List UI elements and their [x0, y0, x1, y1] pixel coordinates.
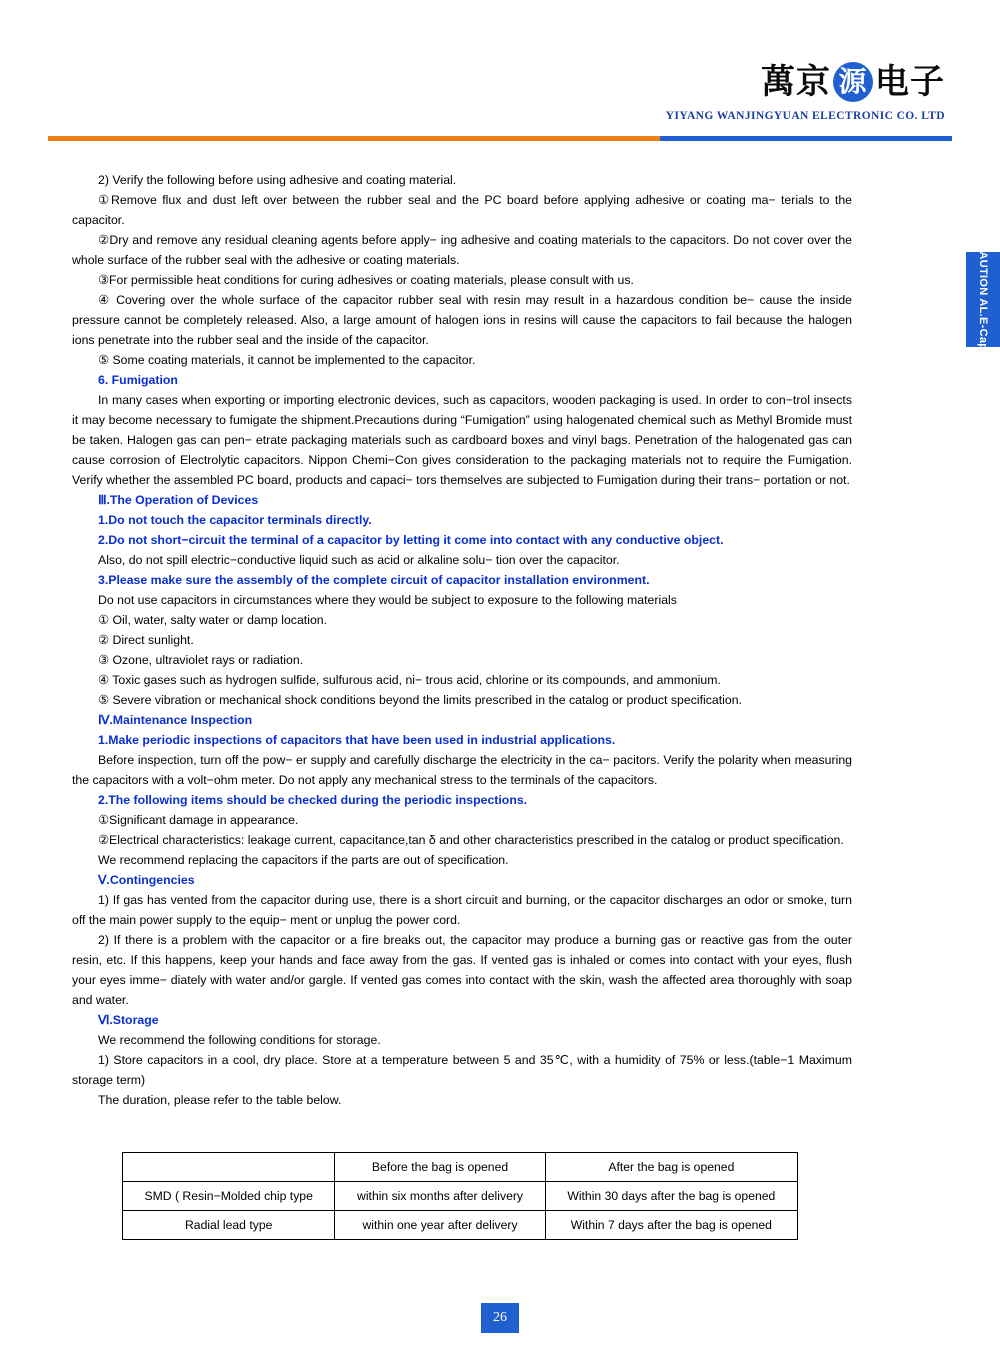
paragraph-heat-conditions: ③For permissible heat conditions for curing adhesives or coating materials, please consult with us.	[98, 273, 634, 287]
logo-chinese-left: 萬京	[761, 62, 831, 102]
paragraph-remove-flux: ①Remove flux and dust left over between the rubber seal and the PC board before applying adhesive or coating ma− terials to the capacitor.	[72, 193, 852, 227]
item-assembly-environment: 3.Please make sure the assembly of the complete circuit of capacitor installation environment.	[98, 573, 650, 587]
table-cell-type-smd: SMD ( Resin−Molded chip type	[123, 1182, 335, 1211]
table-header-row	[123, 1153, 798, 1182]
document-body	[72, 170, 852, 1110]
paragraph-no-spill: Also, do not spill electric−conductive liquid such as acid or alkaline solu− tion over the capacitor.	[98, 553, 620, 567]
table-header-cell-0	[123, 1153, 335, 1182]
table-cell-type-radial: Radial lead type	[123, 1211, 335, 1240]
heading-section-5: Ⅴ.Contingencies	[98, 873, 195, 887]
paragraph-coating-materials: ⑤ Some coating materials, it cannot be implemented to the capacitor.	[98, 353, 476, 367]
list-item-ozone: ③ Ozone, ultraviolet rays or radiation.	[98, 653, 304, 667]
paragraph-store-cool-dry: 1) Store capacitors in a cool, dry place. Store at a temperature between 5 and 35℃, with a humidity of 75% or less.(table−1 Maximum storage term)	[72, 1053, 852, 1087]
table-cell-after-radial: Within 7 days after the bag is opened	[545, 1211, 797, 1240]
table-row	[123, 1182, 798, 1211]
list-item-direct-sunlight: ② Direct sunlight.	[98, 633, 194, 647]
item-checked-items: 2.The following items should be checked during the periodic inspections.	[98, 793, 528, 807]
paragraph-duration-refer: The duration, please refer to the table below.	[98, 1093, 342, 1107]
header-divider-blue	[660, 136, 952, 141]
paragraph-recommend-replacing: We recommend replacing the capacitors if the parts are out of specification.	[98, 853, 509, 867]
table-cell-before-radial: within one year after delivery	[335, 1211, 545, 1240]
paragraph-before-inspection: Before inspection, turn off the pow− er supply and carefully discharge the electricity in the ca− pacitors. Verify the polarity when measuring the capacitors with a volt−ohm meter. Do not apply any mechanical stress to the terminals of the capacitors.	[72, 753, 852, 787]
table-cell-after-smd: Within 30 days after the bag is opened	[545, 1182, 797, 1211]
paragraph-covering-resin: ④ Covering over the whole surface of the capacitor rubber seal with resin may result in a hazardous condition be− cause the inside pressure cannot be completely released. Also, a large amount of halogen ions in resins will cause the capacitors to fail because the halogen ions penetrate into the rubber seal and the inside of the capacitor.	[72, 293, 852, 347]
list-item-severe-vibration: ⑤ Severe vibration or mechanical shock conditions beyond the limits prescribed in the catalog or product specification.	[98, 693, 742, 707]
heading-section-4: Ⅳ.Maintenance Inspection	[98, 713, 253, 727]
company-logo	[666, 62, 945, 122]
heading-fumigation: 6. Fumigation	[98, 373, 178, 387]
paragraph-gas-vented: 1) If gas has vented from the capacitor during use, there is a short circuit and burning, or the capacitor discharges an odor or smoke, turn off the main power supply to the equip− ment or unplug the power cord.	[72, 893, 852, 927]
item-do-not-touch: 1.Do not touch the capacitor terminals directly.	[98, 513, 372, 527]
paragraph-fire-breaks-out: 2) If there is a problem with the capacitor or a fire breaks out, the capacitor may produce a burning gas or reactive gas from the outer resin, etc. If this happens, keep your hands and face away from the gas. If vented gas is inhaled or comes into contact with your eyes, flush your eyes imme− diately with water and/or gargle. If vented gas comes into contact with the skin, wash the affected area thoroughly with soap and water.	[72, 933, 852, 1007]
side-tab-caution	[966, 242, 1000, 357]
logo-english-name: YIYANG WANJINGYUAN ELECTRONIC CO. LTD	[665, 110, 945, 122]
table-row	[123, 1211, 798, 1240]
logo-circle-icon: 源	[833, 62, 873, 102]
logo-chinese-right: 电子	[875, 62, 945, 102]
paragraph-damage-appearance: ①Significant damage in appearance.	[98, 813, 299, 827]
item-do-not-short-circuit: 2.Do not short−circuit the terminal of a capacitor by letting it come into contact with any conductive object.	[98, 533, 724, 547]
paragraph-dry-remove: ②Dry and remove any residual cleaning agents before apply− ing adhesive and coating materials to the capacitors. Do not cover over the whole surface of the rubber seal with the adhesive or coating materials.	[72, 233, 852, 267]
paragraph-verify-adhesive: 2) Verify the following before using adhesive and coating material.	[98, 173, 457, 187]
paragraph-storage-conditions: We recommend the following conditions for storage.	[98, 1033, 381, 1047]
header-divider	[48, 136, 952, 141]
item-periodic-inspections: 1.Make periodic inspections of capacitors that have been used in industrial applications.	[98, 733, 616, 747]
storage-table-wrapper	[122, 1152, 798, 1240]
list-item-toxic-gases: ④ Toxic gases such as hydrogen sulfide, sulfurous acid, ni− trous acid, chlorine or its compounds, and ammonium.	[98, 673, 721, 687]
paragraph-fumigation-body: In many cases when exporting or importing electronic devices, such as capacitors, wooden packaging is used. In order to con−trol insects it may become necessary to fumigate the shipment.Precautions during “Fumigation” using halogenated chemical such as Methyl Bromide must be taken. Halogen gas can pen− etrate packaging materials such as cardboard boxes and vinyl bags. Penetration of the halogenated gas can cause corrosion of Electrolytic capacitors. Nippon Chemi−Con gives consideration to the packaging materials not to require the Fumigation. Verify whether the assembled PC board, products and capaci− tors themselves are subjected to Fumigation during their trans− portation or not.	[72, 393, 852, 487]
paragraph-exposure-materials: Do not use capacitors in circumstances where they would be subject to exposure to the following materials	[98, 593, 677, 607]
heading-section-6: Ⅵ.Storage	[98, 1013, 159, 1027]
header-divider-orange	[48, 136, 660, 141]
table-header-cell-2: After the bag is opened	[545, 1153, 797, 1182]
page-number: 26	[481, 1303, 519, 1333]
storage-term-table	[122, 1152, 798, 1240]
table-header-cell-1: Before the bag is opened	[335, 1153, 545, 1182]
list-item-oil-water: ① Oil, water, salty water or damp location.	[98, 613, 328, 627]
paragraph-electrical-characteristics: ②Electrical characteristics: leakage current, capacitance,tan δ and other characteristics prescribed in the catalog or product specification.	[98, 833, 844, 847]
logo-chinese-name	[666, 62, 945, 102]
side-tab-label: CAUTION AL.E-Caps	[977, 242, 989, 357]
page-header	[0, 0, 1000, 145]
heading-section-3: Ⅲ.The Operation of Devices	[98, 493, 259, 507]
table-cell-before-smd: within six months after delivery	[335, 1182, 545, 1211]
